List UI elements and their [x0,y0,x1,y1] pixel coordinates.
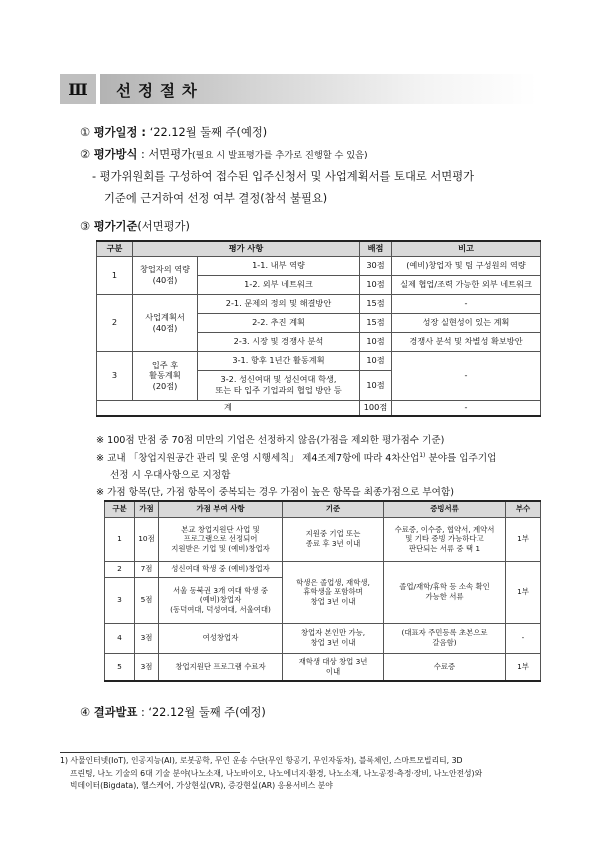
table-cell: 1부 [506,517,541,561]
table-cell: 2-3. 시장 및 경쟁사 분석 [198,332,360,351]
group3-name: 입주 후 활동계획 (20점) [133,351,198,400]
footnote-line2: 프린팅, 나노 기술의 6대 기술 분야(나노소재, 나노바이오, 나노에너지·환경, 나노소재, 나노공정·측정·장비, 나노안전성)와 [70,768,483,778]
result-marker: ④ [80,706,91,719]
bonus-header-criteria: 기준 [283,501,384,517]
table-cell: 5점 [135,577,159,623]
table-cell: 10점 [360,351,392,370]
table-cell: 2 [105,561,135,577]
table-cell: 10점 [360,332,392,351]
section-number: Ⅲ [60,74,96,104]
note-priority: ※ 교내 「창업지원공간 관리 및 운영 시행세칙」 제4조제7항에 따라 4차산업$^{1)}$ 분야를 입주기업 [96,451,497,464]
footnote [60,755,540,793]
table-cell: 3점 [135,653,159,681]
table-cell: 5 [105,653,135,681]
table-cell: 10점 [135,517,159,561]
table-cell: 1-2. 외부 네트워크 [198,275,360,294]
method-marker: ② [80,148,91,161]
table-cell: 창업자 본인만 가능, 창업 3년 이내 [283,623,384,653]
method-value: 서면평가 [148,148,193,161]
footnote-divider [60,752,240,753]
footnote-line1: 1) 사물인터넷(IoT), 인공지능(AI), 로봇공학, 무인 운송 수단(무인 항공기, 무인자동차), 블록체인, 스마트모빌리티, 3D [60,756,463,765]
table-cell: 4 [105,623,135,653]
table-cell: 지원중 기업 또는 종료 후 3년 이내 [283,517,384,561]
table-cell: 3-2. 성신여대 및 성신여대 학생, 또는 타 입주 기업과의 협업 방안 등 [198,370,360,400]
bonus-table [104,500,541,682]
criteria-header-item: 평가 사항 [133,241,360,256]
table-cell: 15점 [360,313,392,332]
table-cell: 1 [105,517,135,561]
table-cell: 성신여대 학생 중 (예비)창업자 [159,561,283,577]
total-score: 100점 [360,400,392,416]
table-cell: 창업지원단 프로그램 수료자 [159,653,283,681]
schedule-sep: : [137,126,150,139]
table-cell: - [506,623,541,653]
table-cell: (대표자 주민등록 초본으로 갈음함) [384,623,506,653]
schedule-value: ‘22.12월 둘째 주(예정) [149,126,268,139]
table-cell: 졸업/재학/휴학 등 소속 확인 가능한 서류 [384,561,506,623]
total-label: 계 [97,400,360,416]
criteria-header-div: 구분 [97,241,133,256]
table-cell: - [392,294,541,313]
table-cell: 재학생 대상 창업 3년 이내 [283,653,384,681]
schedule-item [80,124,267,140]
table-cell: 10점 [360,370,392,400]
method-sep: : [137,148,149,161]
bonus-header-points: 가점 [135,501,159,517]
table-cell: (예비)창업자 및 팀 구성원의 역량 [392,256,541,275]
method-note: (필요 시 발표평가를 추가로 진행할 수 있음) [192,150,368,161]
footnote-line3: 빅데이터(Bigdata), 헬스케어, 가상현실(VR), 증강현실(AR) 응용서비스 분야 [70,781,333,790]
table-cell: 실제 협업/조력 가능한 외부 네트워크 [392,275,541,294]
note-min-score: ※ 100점 만점 중 70점 미만의 기업은 선정하지 않음(가점을 제외한 평가점수 기준) [96,435,445,446]
note-priority-line2: 선정 시 우대사항으로 지정함 [110,470,231,481]
schedule-marker: ① [80,126,91,139]
bonus-header-docs: 증빙서류 [384,501,506,517]
table-cell: 여성창업자 [159,623,283,653]
group1-name: 창업자의 역량 (40점) [133,256,198,294]
table-cell: 30점 [360,256,392,275]
table-cell: 3점 [135,623,159,653]
group2-num: 2 [97,294,133,351]
table-cell: 1-1. 내부 역량 [198,256,360,275]
table-cell: 2-1. 문제의 정의 및 해결방안 [198,294,360,313]
table-cell: 2-2. 추진 계획 [198,313,360,332]
method-label: 평가방식 [93,148,138,161]
result-label: 결과발표 [93,706,138,719]
criteria-table [96,240,541,417]
table-cell: 서울 동북권 3개 여대 학생 중 (예비)창업자 (동덕여대, 덕성여대, 서울여대) [159,577,283,623]
group1-num: 1 [97,256,133,294]
criteria-marker: ③ [80,220,91,233]
note-bonus: ※ 가점 항목(단, 가점 항목이 중복되는 경우 가점이 높은 항목을 최종가점으로 부여함) [96,487,454,498]
table-cell: 15점 [360,294,392,313]
result-value: ‘22.12월 둘째 주(예정) [148,706,266,719]
criteria-header-score: 배점 [360,241,392,256]
table-cell: 7점 [135,561,159,577]
table-cell: 1부 [506,653,541,681]
bonus-header-div: 구분 [105,501,135,517]
table-cell: 10점 [360,275,392,294]
table-cell: 성장 실현성이 있는 계획 [392,313,541,332]
group3-num: 3 [97,351,133,400]
schedule-label: 평가일정 [93,126,138,139]
result-item [80,704,266,720]
table-cell: 경쟁사 분석 및 차별성 확보방안 [392,332,541,351]
table-cell: 3-1. 향후 1년간 활동계획 [198,351,360,370]
section-title: 선정절차 [116,82,204,100]
group2-name: 사업계획서 (40점) [133,294,198,351]
criteria-suffix: (서면평가) [137,220,190,233]
method-item [80,146,368,162]
table-cell: 3 [105,577,135,623]
method-detail-line2: 기준에 근거하여 선정 여부 결정(참석 불필요) [104,192,328,205]
table-cell: 1부 [506,561,541,623]
group3-remark: - [392,351,541,400]
table-cell: 수료증, 이수증, 협약서, 계약서 및 기타 증빙 가능하다고 판단되는 서류 중 택 1 [384,517,506,561]
bonus-header-copies: 부수 [506,501,541,517]
criteria-label: 평가기준 [93,220,138,233]
total-remark: - [392,400,541,416]
footnote-ref: 1) [419,451,426,459]
criteria-header-remark: 비고 [392,241,541,256]
table-cell: 수료증 [384,653,506,681]
bonus-header-item: 가점 부여 사항 [159,501,283,517]
criteria-item [80,218,190,234]
method-detail-line1: - 평가위원회를 구성하여 접수된 입주신청서 및 사업계획서를 토대로 서면평가 [92,170,475,183]
table-cell: 본교 창업지원단 사업 및 프로그램으로 선정되어 지원받은 기업 및 (예비)창업자 [159,517,283,561]
table-cell: 학생은 졸업생, 재학생, 휴학생을 포함하며 창업 3년 이내 [283,561,384,623]
result-sep: : [137,706,149,719]
